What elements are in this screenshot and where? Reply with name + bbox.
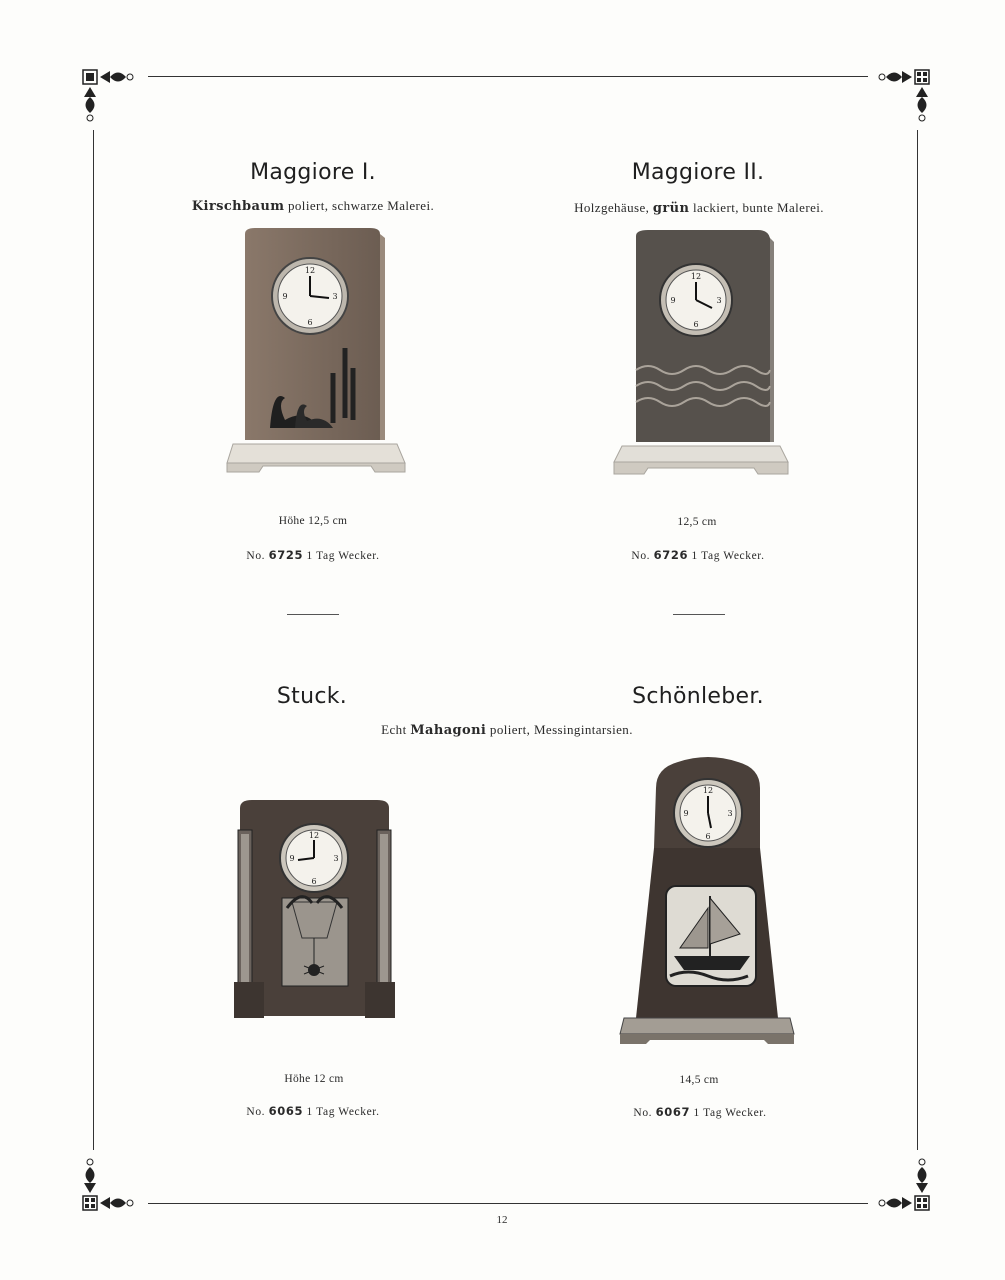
svg-text:6: 6: [705, 832, 711, 841]
item-title: Maggiore II.: [631, 160, 765, 185]
order-suffix: 1 Tag Wecker.: [693, 1107, 767, 1119]
svg-text:3: 3: [716, 296, 722, 305]
order-prefix: No.: [246, 1106, 266, 1118]
item-subtitle: [123, 198, 503, 214]
shared-subtitle: [317, 722, 697, 738]
item-height: Höhe 12 cm: [284, 1073, 344, 1085]
order-value: 6726: [653, 548, 689, 562]
clock-image-maggiore-1: [225, 228, 407, 490]
item-title: Maggiore I.: [250, 160, 376, 185]
item-height: 14,5 cm: [679, 1074, 719, 1086]
subtitle-rest: poliert, schwarze Malerei.: [284, 198, 435, 213]
subtitle-bold: grün: [652, 201, 690, 216]
item-subtitle: [509, 200, 889, 216]
svg-text:3: 3: [727, 809, 733, 818]
item-order-number: [588, 548, 808, 562]
svg-text:12: 12: [690, 272, 702, 281]
svg-text:12: 12: [304, 266, 316, 275]
order-suffix: 1 Tag Wecker.: [306, 1106, 380, 1118]
svg-text:3: 3: [332, 292, 338, 301]
item-order-number: [203, 1104, 423, 1118]
corner-ornament-bottom-left: [80, 1148, 150, 1218]
subtitle-pre: Holzgehäuse,: [574, 200, 653, 215]
subtitle-pre: Echt: [381, 722, 411, 737]
svg-text:9: 9: [289, 854, 295, 863]
item-title: Stuck.: [276, 684, 348, 709]
separator-rule-left: [287, 614, 339, 615]
svg-text:6: 6: [307, 318, 313, 327]
svg-text:3: 3: [333, 854, 339, 863]
clock-image-maggiore-2: [608, 230, 790, 485]
page-number: 12: [496, 1214, 508, 1226]
order-prefix: No.: [631, 550, 651, 562]
subtitle-bold: Mahagoni: [410, 723, 487, 738]
item-order-number: [203, 548, 423, 562]
frame-left-line: [93, 130, 94, 1150]
corner-ornament-top-right: [862, 62, 932, 132]
order-suffix: 1 Tag Wecker.: [691, 550, 765, 562]
item-height: 12,5 cm: [677, 516, 717, 528]
order-value: 6065: [268, 1104, 304, 1118]
svg-text:6: 6: [311, 877, 317, 886]
item-height: Höhe 12,5 cm: [278, 515, 348, 527]
clock-image-schoenleber: [618, 748, 798, 1048]
subtitle-rest: poliert, Messingintarsien.: [486, 722, 633, 737]
clock-image-stuck: [232, 798, 397, 1020]
order-prefix: No.: [633, 1107, 653, 1119]
svg-text:9: 9: [683, 809, 689, 818]
svg-text:9: 9: [670, 296, 676, 305]
subtitle-rest: lackiert, bunte Malerei.: [689, 200, 824, 215]
item-title: Schönleber.: [632, 684, 764, 709]
subtitle-bold: Kirschbaum: [191, 199, 285, 214]
item-order-number: [590, 1105, 810, 1119]
svg-text:12: 12: [308, 831, 320, 840]
svg-text:9: 9: [282, 292, 288, 301]
frame-right-line: [917, 130, 918, 1150]
separator-rule-right: [673, 614, 725, 615]
frame-top-line: [148, 76, 868, 77]
order-prefix: No.: [246, 550, 266, 562]
order-suffix: 1 Tag Wecker.: [306, 550, 380, 562]
svg-text:12: 12: [702, 786, 714, 795]
svg-text:6: 6: [693, 320, 699, 329]
order-value: 6067: [655, 1105, 691, 1119]
frame-bottom-line: [148, 1203, 868, 1204]
corner-ornament-bottom-right: [862, 1148, 932, 1218]
corner-ornament-top-left: [80, 62, 150, 132]
order-value: 6725: [268, 548, 304, 562]
